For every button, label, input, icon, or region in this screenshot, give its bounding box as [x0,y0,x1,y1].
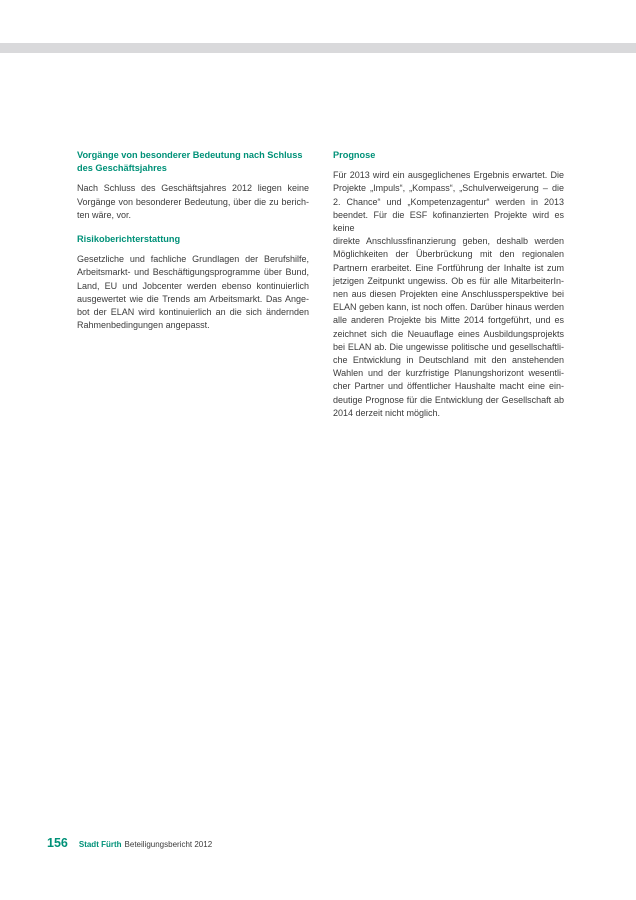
text-line: ten wäre, vor. [77,209,132,220]
right-column [333,149,564,420]
text-line: Projekte „Impuls“, „Kompass“, „Schulverweigerung – die [333,183,564,194]
footer-report-title: Beteiligungsbericht 2012 [124,840,213,849]
text-line: alle anderen Projekte bis Mitte 2014 fortgeführt, und es [333,315,564,326]
header-rule-bar [0,43,636,53]
text-line: Vorgänge von besonderer Bedeutung, über die zu berich- [77,196,309,207]
paragraph-prognose [333,169,564,420]
text-line: zeichnet sich die Neuauflage eines Ausbildungsprojekts [333,328,564,339]
text-line: beendet. Für die ESF kofinanzierten Projekte wird es keine [333,209,564,234]
text-line: bei ELAN ab. Die ungewisse politische und gesellschaftli- [333,341,564,352]
text-line: des Geschäftsjahres [77,163,167,174]
text-line: ELAN geben kann, ist noch offen. Darüber hinaus werden [333,302,564,313]
section-heading-risikobericht: Risikoberichterstattung [77,234,181,245]
footer-publisher: Stadt Fürth [78,840,122,849]
text-line: Arbeitsmarkt- und Beschäftigungsprogramme über Bund, [77,267,309,278]
text-line: Partnern erarbeitet. Eine Fortführung der Inhalte ist zum [333,262,564,273]
text-line: Nach Schluss des Geschäftsjahres 2012 liegen keine [77,183,309,194]
text-line: Für 2013 wird ein ausgeglichenes Ergebnis erwartet. Die [333,170,564,181]
text-line: cher Partner und öffentlicher Haushalte macht eine ein- [333,381,564,392]
paragraph-vorgaenge [77,182,309,222]
text-line: Rahmenbedingungen angepasst. [77,320,210,331]
text-line: Vorgänge von besonderer Bedeutung nach Schluss [77,150,303,160]
left-column [77,149,309,332]
text-line: Gesetzliche und fachliche Grundlagen der Berufshilfe, [77,254,309,265]
section-heading-prognose: Prognose [333,150,376,160]
text-line: direkte Anschlussfinanzierung geben, deshalb werden [333,236,564,247]
text-line: bot der ELAN wird kontinuierlich an die sich ändernden [77,307,309,318]
footer [47,836,212,850]
text-line: 2. Chance“ und „Kompetenzagentur“ werden in 2013 [333,196,564,207]
page-number: 156 [47,836,68,850]
paragraph-risikobericht [77,253,309,332]
text-line: che Entwicklung in Deutschland mit den anstehenden [333,355,564,366]
text-line: nen aus diesen Projekten eine Anschlussperspektive bei [333,289,564,300]
text-line: Wahlen und der kurzfristige Planungshorizont wesentli- [333,368,564,379]
section-heading-vorgaenge [77,149,309,175]
text-line: Land, EU und Jobcenter werden ebenso kontinuierlich [77,280,309,291]
text-line: jetzigen Zeitpunkt ungewiss. Ob es für alle MitarbeiterIn- [333,275,564,286]
text-line: deutige Prognose für die Entwicklung der Gesellschaft ab [333,394,564,405]
text-line: 2014 derzeit nicht möglich. [333,407,441,418]
text-line: ausgewertet wie die Trends am Arbeitsmarkt. Das Ange- [77,293,309,304]
text-line: Möglichkeiten der Überbrückung mit den regionalen [333,249,564,260]
